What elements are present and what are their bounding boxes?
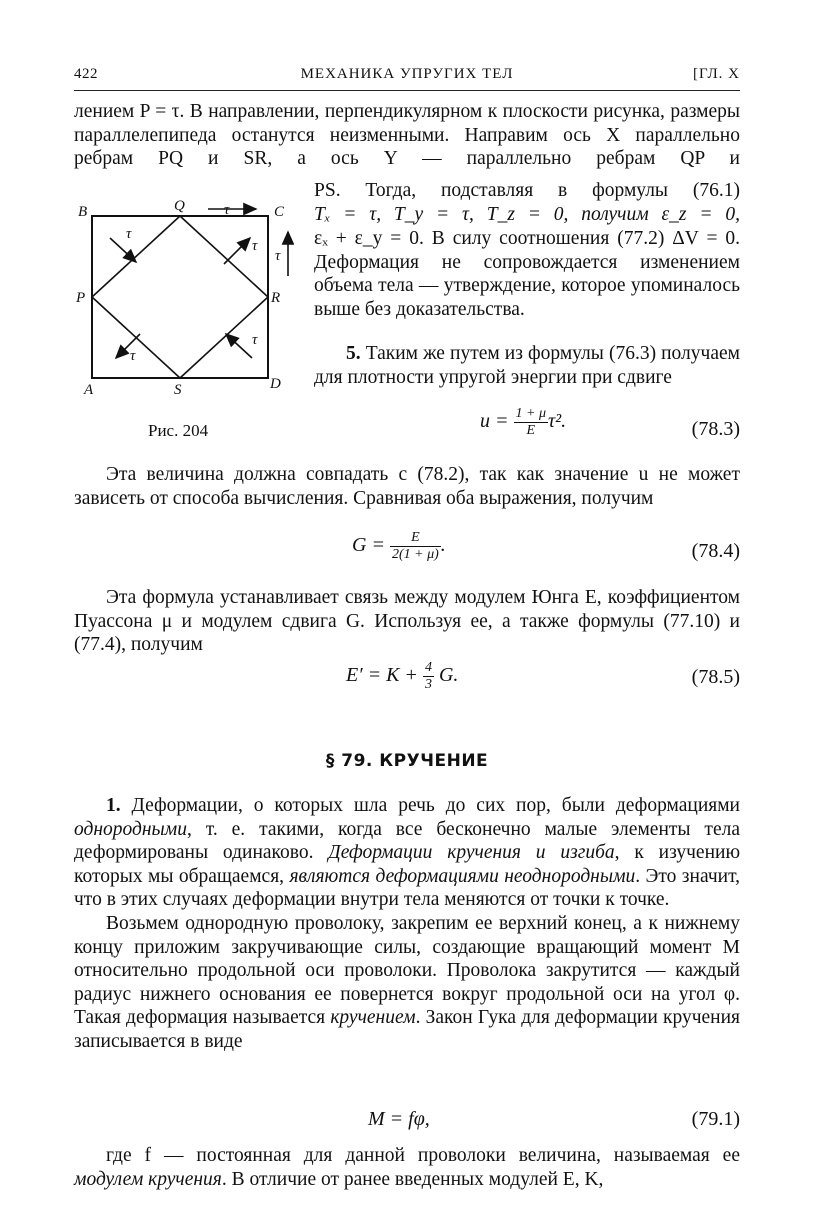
figure-204 <box>74 196 294 416</box>
p6-text-3: , к изучению которых мы обращаемся, <box>74 842 741 887</box>
p6-text-1: Деформации, о которых шла речь до сих пор, были деформациями <box>120 795 740 816</box>
label-d: D <box>270 376 281 392</box>
arrow-upper-left <box>110 238 136 262</box>
p7-italic-1: кручением <box>330 1007 416 1028</box>
arrow-upper-right <box>224 238 250 264</box>
paragraph-2-line-2: Tₓ = τ, T_y = τ, T_z = 0, получим ε_z = 0, <box>314 204 740 225</box>
p6-text-4: . Это значит, что в этих случаях деформации внутри тела меняются от точки к точке. <box>74 865 740 910</box>
label-c: C <box>274 204 285 220</box>
equation-78-3 <box>480 406 566 439</box>
p7-text-1: Возьмем однородную проволоку, закрепим ее верхний конец, а к нижнему концу приложим закручивающие силы, создающие вращающий момент M относительно продольной оси проволоки. Проволока закрутится — каждый радиус нижнего основания ее повернется вокруг продольной оси на угол φ. Такая деформация называется <box>74 913 740 1028</box>
paragraph-8 <box>74 1144 740 1191</box>
paragraph-7 <box>74 912 740 1053</box>
tau-lower-right: τ <box>252 332 258 348</box>
eq1-numerator: 1 + μ <box>515 406 546 421</box>
tau-top: τ <box>224 202 230 218</box>
tau-right: τ <box>275 248 281 264</box>
label-b: B <box>78 204 88 220</box>
eq2-fraction <box>390 530 441 563</box>
eq2-numerator: E <box>390 530 441 547</box>
paragraph-5: Эта формула устанавливает связь между модулем Юнга E, коэффициентом Пуассона μ и модулем сдвига G. Используя ее, а также формулы (77.10) и (77.4), получим <box>74 587 740 655</box>
tau-lower-left: τ <box>130 348 136 364</box>
paragraph-2: εₓ + ε_y = 0. В силу соотношения (77.2) ΔV = 0. Деформация не сопровождается изменением объема тела — утверждение, которое упоминалось выше без доказательства. <box>314 228 740 320</box>
tau-upper-right: τ <box>252 238 258 254</box>
equation-79-1: M = fφ, <box>368 1108 430 1130</box>
eq3-fraction <box>423 660 434 693</box>
equation-number-79-1: (79.1) <box>691 1108 740 1130</box>
arrow-lower-right <box>226 334 252 358</box>
label-s: S <box>174 382 182 398</box>
p8-italic-1: модулем кручения <box>74 1168 222 1190</box>
eq1-rhs: τ². <box>547 410 567 433</box>
eq2-denominator: 2(1 + μ) <box>391 547 439 562</box>
paragraph-6 <box>74 794 740 912</box>
chapter-label: [ГЛ. X <box>692 66 740 82</box>
label-a: A <box>84 382 94 398</box>
p6-italic-2: Деформации кручения и изгиба <box>328 842 615 863</box>
paragraph-1: лением P = τ. В направлении, перпендикулярном к плоскости рисунка, размеры параллелепипеда останутся неизменными. Направим ось X параллельно ребрам PQ и SR, а ось Y — параллельно ребрам QP и <box>74 101 740 169</box>
label-r: R <box>271 290 281 306</box>
item-number-5: 5. <box>346 343 361 364</box>
equation-number-78-3: (78.3) <box>691 418 740 440</box>
p6-italic-1: однородными <box>74 818 187 840</box>
p6-text-2: , т. е. такими, когда все бесконечно малые элементы тела деформированы одинаково. <box>74 818 740 863</box>
paragraph-3-text: Таким же путем из формулы (76.3) получаем для плотности упругой энергии при сдвиге <box>314 343 740 388</box>
eq1-lhs: u = <box>480 410 509 433</box>
paragraph-4: Эта величина должна совпадать с (78.2), так как значение u не может зависеть от способа вычисления. Сравнивая оба выражения, получим <box>74 464 740 509</box>
item-number-1: 1. <box>106 795 121 816</box>
eq1-fraction <box>514 406 548 439</box>
p8-text-2: . В отличие от ранее введенных модулей E, K, <box>221 1168 604 1190</box>
eq2-rhs: . <box>440 534 446 557</box>
eq1-denominator: E <box>526 423 536 438</box>
page-number: 422 <box>74 66 98 82</box>
eq3-denominator: 3 <box>424 677 432 692</box>
tau-upper-left: τ <box>126 226 132 242</box>
square-abcd <box>92 216 268 378</box>
page-header <box>74 64 740 91</box>
equation-number-78-4: (78.4) <box>691 540 740 562</box>
equation-number-78-5: (78.5) <box>691 666 740 688</box>
eq3-numerator: 4 <box>424 660 432 675</box>
paragraph-3 <box>314 342 740 389</box>
eq2-lhs: G = <box>352 534 385 557</box>
eq3-lhs: E′ = K + <box>346 664 418 687</box>
label-p: P <box>76 290 86 306</box>
figure-caption: Рис. 204 <box>148 421 209 440</box>
p8-text-1: где f — постоянная для данной проволоки величина, называемая ее <box>106 1145 740 1166</box>
paragraph-2-line-1: PS. Тогда, подставляя в формулы (76.1) <box>314 180 740 201</box>
equation-78-5 <box>346 660 458 693</box>
p7-text-2: . Закон Гука для деформации кручения записывается в виде <box>74 1007 741 1052</box>
eq3-rhs: G. <box>438 664 459 687</box>
running-title: МЕХАНИКА УПРУГИХ ТЕЛ <box>300 66 514 82</box>
section-heading: § 79. КРУЧЕНИЕ <box>325 751 489 771</box>
arrow-lower-left <box>116 334 140 358</box>
equation-78-4 <box>352 530 446 563</box>
inner-rhombus <box>92 216 268 378</box>
label-q: Q <box>174 198 185 214</box>
p6-italic-3: являются деформациями неоднородными <box>289 865 636 887</box>
